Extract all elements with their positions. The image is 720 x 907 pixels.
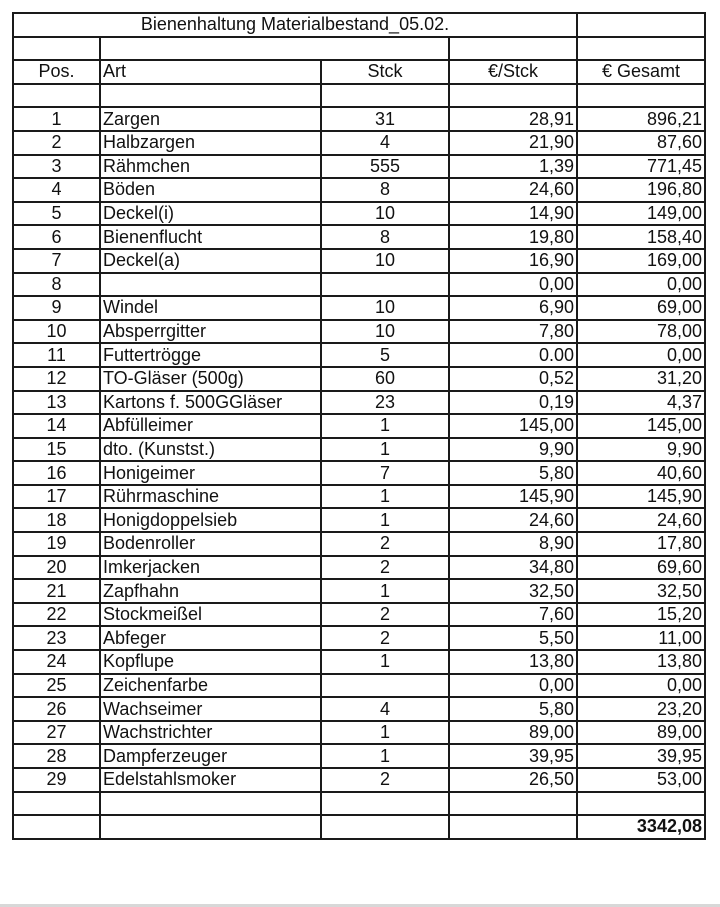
cell-price[interactable]: 0.00 bbox=[449, 343, 577, 367]
cell-stck[interactable]: 1 bbox=[321, 579, 449, 603]
cell-art[interactable]: Deckel(a) bbox=[100, 249, 321, 273]
cell-total[interactable]: 13,80 bbox=[577, 650, 705, 674]
cell-stck[interactable]: 4 bbox=[321, 697, 449, 721]
cell-total[interactable]: 69,00 bbox=[577, 296, 705, 320]
cell-pos[interactable]: 1 bbox=[13, 107, 100, 131]
cell-price[interactable]: 21,90 bbox=[449, 131, 577, 155]
sheet-title[interactable]: Bienenhaltung Materialbestand_05.02. bbox=[13, 13, 577, 37]
cell-art[interactable]: Edelstahlsmoker bbox=[100, 768, 321, 792]
cell-pos[interactable]: 11 bbox=[13, 343, 100, 367]
empty-cell[interactable] bbox=[13, 37, 100, 61]
cell-art[interactable]: Deckel(i) bbox=[100, 202, 321, 226]
empty-cell[interactable] bbox=[321, 792, 449, 816]
empty-cell[interactable] bbox=[449, 37, 577, 61]
cell-total[interactable]: 87,60 bbox=[577, 131, 705, 155]
empty-cell[interactable] bbox=[577, 792, 705, 816]
cell-art[interactable]: Dampferzeuger bbox=[100, 744, 321, 768]
cell-price[interactable]: 145,90 bbox=[449, 485, 577, 509]
cell-pos[interactable]: 12 bbox=[13, 367, 100, 391]
cell-total[interactable]: 31,20 bbox=[577, 367, 705, 391]
cell-price[interactable]: 19,80 bbox=[449, 225, 577, 249]
cell-total[interactable]: 11,00 bbox=[577, 626, 705, 650]
cell-total[interactable]: 78,00 bbox=[577, 320, 705, 344]
cell-art[interactable]: Bienenflucht bbox=[100, 225, 321, 249]
cell-art[interactable]: Honigeimer bbox=[100, 461, 321, 485]
cell-stck[interactable]: 31 bbox=[321, 107, 449, 131]
cell-pos[interactable]: 16 bbox=[13, 461, 100, 485]
cell-art[interactable]: Kopflupe bbox=[100, 650, 321, 674]
cell-art[interactable]: TO-Gläser (500g) bbox=[100, 367, 321, 391]
cell-pos[interactable]: 3 bbox=[13, 155, 100, 179]
table-row bbox=[13, 391, 705, 415]
cell-pos[interactable]: 5 bbox=[13, 202, 100, 226]
header-stck[interactable]: Stck bbox=[321, 60, 449, 84]
cell-pos[interactable]: 13 bbox=[13, 391, 100, 415]
cell-price[interactable]: 1,39 bbox=[449, 155, 577, 179]
cell-stck[interactable]: 7 bbox=[321, 461, 449, 485]
cell-pos[interactable]: 6 bbox=[13, 225, 100, 249]
table-row bbox=[13, 320, 705, 344]
cell-art[interactable]: Böden bbox=[100, 178, 321, 202]
cell-price[interactable]: 5,50 bbox=[449, 626, 577, 650]
table-row bbox=[13, 367, 705, 391]
title-empty-cell[interactable] bbox=[577, 13, 705, 37]
cell-art[interactable]: Bodenroller bbox=[100, 532, 321, 556]
grand-total[interactable]: 3342,08 bbox=[577, 815, 705, 839]
cell-stck[interactable]: 8 bbox=[321, 225, 449, 249]
cell-price[interactable]: 89,00 bbox=[449, 721, 577, 745]
cell-price[interactable]: 32,50 bbox=[449, 579, 577, 603]
cell-total[interactable]: 24,60 bbox=[577, 508, 705, 532]
cell-art[interactable]: Honigdoppelsieb bbox=[100, 508, 321, 532]
cell-pos[interactable]: 7 bbox=[13, 249, 100, 273]
cell-total[interactable]: 53,00 bbox=[577, 768, 705, 792]
empty-cell[interactable] bbox=[449, 792, 577, 816]
cell-stck[interactable]: 60 bbox=[321, 367, 449, 391]
table-row bbox=[13, 674, 705, 698]
cell-total[interactable]: 69,60 bbox=[577, 556, 705, 580]
cell-stck[interactable]: 10 bbox=[321, 320, 449, 344]
empty-cell[interactable] bbox=[449, 815, 577, 839]
header-row bbox=[13, 60, 705, 84]
cell-stck[interactable]: 1 bbox=[321, 650, 449, 674]
cell-stck[interactable]: 10 bbox=[321, 202, 449, 226]
cell-total[interactable]: 32,50 bbox=[577, 579, 705, 603]
spacer-row bbox=[13, 792, 705, 816]
cell-pos[interactable]: 29 bbox=[13, 768, 100, 792]
cell-stck[interactable]: 1 bbox=[321, 414, 449, 438]
cell-price[interactable]: 16,90 bbox=[449, 249, 577, 273]
cell-price[interactable]: 26,50 bbox=[449, 768, 577, 792]
cell-price[interactable]: 5,80 bbox=[449, 461, 577, 485]
cell-stck[interactable]: 2 bbox=[321, 768, 449, 792]
cell-stck[interactable]: 10 bbox=[321, 296, 449, 320]
cell-price[interactable]: 0,00 bbox=[449, 273, 577, 297]
cell-total[interactable]: 39,95 bbox=[577, 744, 705, 768]
cell-total[interactable]: 145,90 bbox=[577, 485, 705, 509]
cell-price[interactable]: 24,60 bbox=[449, 178, 577, 202]
table-row bbox=[13, 155, 705, 179]
cell-price[interactable]: 34,80 bbox=[449, 556, 577, 580]
cell-total[interactable]: 771,45 bbox=[577, 155, 705, 179]
header-pos[interactable]: Pos. bbox=[13, 60, 100, 84]
empty-cell[interactable] bbox=[13, 84, 100, 108]
table-row bbox=[13, 579, 705, 603]
table-row bbox=[13, 485, 705, 509]
cell-pos[interactable]: 15 bbox=[13, 438, 100, 462]
cell-pos[interactable]: 8 bbox=[13, 273, 100, 297]
inventory-sheet bbox=[12, 12, 706, 840]
table-row bbox=[13, 650, 705, 674]
cell-price[interactable]: 28,91 bbox=[449, 107, 577, 131]
cell-price[interactable]: 13,80 bbox=[449, 650, 577, 674]
cell-total[interactable]: 15,20 bbox=[577, 603, 705, 627]
cell-art[interactable]: Zapfhahn bbox=[100, 579, 321, 603]
cell-stck[interactable]: 1 bbox=[321, 485, 449, 509]
cell-stck[interactable] bbox=[321, 273, 449, 297]
cell-total[interactable]: 158,40 bbox=[577, 225, 705, 249]
table-row bbox=[13, 532, 705, 556]
cell-art[interactable]: Wachseimer bbox=[100, 697, 321, 721]
cell-pos[interactable]: 21 bbox=[13, 579, 100, 603]
cell-pos[interactable]: 10 bbox=[13, 320, 100, 344]
cell-price[interactable]: 7,80 bbox=[449, 320, 577, 344]
empty-cell[interactable] bbox=[100, 37, 449, 61]
cell-price[interactable]: 5,80 bbox=[449, 697, 577, 721]
spacer-row bbox=[13, 37, 705, 61]
empty-cell[interactable] bbox=[13, 792, 100, 816]
table-row bbox=[13, 296, 705, 320]
cell-art[interactable]: Wachstrichter bbox=[100, 721, 321, 745]
cell-pos[interactable]: 24 bbox=[13, 650, 100, 674]
cell-price[interactable]: 0,52 bbox=[449, 367, 577, 391]
cell-total[interactable]: 89,00 bbox=[577, 721, 705, 745]
cell-pos[interactable]: 19 bbox=[13, 532, 100, 556]
cell-art[interactable]: Kartons f. 500GGläser bbox=[100, 391, 321, 415]
table-row bbox=[13, 343, 705, 367]
cell-total[interactable]: 149,00 bbox=[577, 202, 705, 226]
cell-pos[interactable]: 18 bbox=[13, 508, 100, 532]
table-row bbox=[13, 556, 705, 580]
table-row bbox=[13, 626, 705, 650]
cell-art[interactable]: Abfülleimer bbox=[100, 414, 321, 438]
cell-price[interactable]: 39,95 bbox=[449, 744, 577, 768]
cell-price[interactable]: 8,90 bbox=[449, 532, 577, 556]
cell-art[interactable]: Rähmchen bbox=[100, 155, 321, 179]
cell-price[interactable]: 145,00 bbox=[449, 414, 577, 438]
cell-stck[interactable]: 1 bbox=[321, 438, 449, 462]
cell-stck[interactable]: 4 bbox=[321, 131, 449, 155]
cell-price[interactable]: 7,60 bbox=[449, 603, 577, 627]
cell-art[interactable]: Zargen bbox=[100, 107, 321, 131]
empty-cell[interactable] bbox=[100, 792, 321, 816]
table-row bbox=[13, 202, 705, 226]
cell-price[interactable]: 0,00 bbox=[449, 674, 577, 698]
cell-stck[interactable]: 1 bbox=[321, 721, 449, 745]
header-total[interactable]: € Gesamt bbox=[577, 60, 705, 84]
cell-pos[interactable]: 20 bbox=[13, 556, 100, 580]
cell-pos[interactable]: 26 bbox=[13, 697, 100, 721]
cell-pos[interactable]: 22 bbox=[13, 603, 100, 627]
cell-art[interactable]: Rührmaschine bbox=[100, 485, 321, 509]
table-row bbox=[13, 107, 705, 131]
cell-total[interactable]: 40,60 bbox=[577, 461, 705, 485]
cell-pos[interactable]: 2 bbox=[13, 131, 100, 155]
cell-price[interactable]: 24,60 bbox=[449, 508, 577, 532]
table-row bbox=[13, 768, 705, 792]
empty-cell[interactable] bbox=[577, 84, 705, 108]
cell-art[interactable]: Abfeger bbox=[100, 626, 321, 650]
empty-cell[interactable] bbox=[321, 815, 449, 839]
cell-stck[interactable]: 2 bbox=[321, 603, 449, 627]
cell-price[interactable]: 14,90 bbox=[449, 202, 577, 226]
table-row bbox=[13, 461, 705, 485]
cell-pos[interactable]: 9 bbox=[13, 296, 100, 320]
cell-total[interactable]: 145,00 bbox=[577, 414, 705, 438]
empty-cell[interactable] bbox=[100, 84, 321, 108]
cell-stck[interactable]: 1 bbox=[321, 508, 449, 532]
table-row bbox=[13, 178, 705, 202]
cell-total[interactable]: 17,80 bbox=[577, 532, 705, 556]
cell-total[interactable]: 196,80 bbox=[577, 178, 705, 202]
cell-total[interactable]: 4,37 bbox=[577, 391, 705, 415]
cell-stck[interactable]: 2 bbox=[321, 532, 449, 556]
header-price[interactable]: €/Stck bbox=[449, 60, 577, 84]
table-row bbox=[13, 603, 705, 627]
table-row bbox=[13, 744, 705, 768]
cell-stck[interactable]: 8 bbox=[321, 178, 449, 202]
cell-price[interactable]: 0,19 bbox=[449, 391, 577, 415]
cell-art[interactable]: Halbzargen bbox=[100, 131, 321, 155]
table-row bbox=[13, 273, 705, 297]
table-row bbox=[13, 438, 705, 462]
cell-art[interactable]: Zeichenfarbe bbox=[100, 674, 321, 698]
table-row bbox=[13, 249, 705, 273]
cell-pos[interactable]: 25 bbox=[13, 674, 100, 698]
cell-total[interactable]: 0,00 bbox=[577, 343, 705, 367]
cell-stck[interactable]: 555 bbox=[321, 155, 449, 179]
cell-pos[interactable]: 23 bbox=[13, 626, 100, 650]
cell-stck[interactable]: 2 bbox=[321, 626, 449, 650]
cell-stck[interactable]: 23 bbox=[321, 391, 449, 415]
cell-price[interactable]: 9,90 bbox=[449, 438, 577, 462]
cell-pos[interactable]: 14 bbox=[13, 414, 100, 438]
cell-art[interactable]: Windel bbox=[100, 296, 321, 320]
cell-art[interactable]: Imkerjacken bbox=[100, 556, 321, 580]
header-art[interactable]: Art bbox=[100, 60, 321, 84]
cell-stck[interactable]: 2 bbox=[321, 556, 449, 580]
cell-pos[interactable]: 27 bbox=[13, 721, 100, 745]
cell-pos[interactable]: 17 bbox=[13, 485, 100, 509]
cell-price[interactable]: 6,90 bbox=[449, 296, 577, 320]
cell-pos[interactable]: 4 bbox=[13, 178, 100, 202]
table-row bbox=[13, 508, 705, 532]
cell-total[interactable]: 9,90 bbox=[577, 438, 705, 462]
cell-stck[interactable] bbox=[321, 674, 449, 698]
cell-art[interactable]: dto. (Kunstst.) bbox=[100, 438, 321, 462]
total-row bbox=[13, 815, 705, 839]
empty-cell[interactable] bbox=[449, 84, 577, 108]
cell-total[interactable]: 0,00 bbox=[577, 273, 705, 297]
table-row bbox=[13, 721, 705, 745]
cell-art[interactable]: Stockmeißel bbox=[100, 603, 321, 627]
cell-art[interactable] bbox=[100, 273, 321, 297]
cell-pos[interactable]: 28 bbox=[13, 744, 100, 768]
spacer-row bbox=[13, 84, 705, 108]
table-row bbox=[13, 131, 705, 155]
cell-art[interactable]: Futtertrögge bbox=[100, 343, 321, 367]
empty-cell[interactable] bbox=[13, 815, 100, 839]
table-row bbox=[13, 225, 705, 249]
cell-total[interactable]: 896,21 bbox=[577, 107, 705, 131]
empty-cell[interactable] bbox=[577, 37, 705, 61]
table-row bbox=[13, 414, 705, 438]
cell-stck[interactable]: 5 bbox=[321, 343, 449, 367]
cell-stck[interactable]: 10 bbox=[321, 249, 449, 273]
cell-total[interactable]: 169,00 bbox=[577, 249, 705, 273]
empty-cell[interactable] bbox=[321, 84, 449, 108]
title-row bbox=[13, 13, 705, 37]
cell-total[interactable]: 0,00 bbox=[577, 674, 705, 698]
cell-art[interactable]: Absperrgitter bbox=[100, 320, 321, 344]
cell-stck[interactable]: 1 bbox=[321, 744, 449, 768]
table-row bbox=[13, 697, 705, 721]
cell-total[interactable]: 23,20 bbox=[577, 697, 705, 721]
empty-cell[interactable] bbox=[100, 815, 321, 839]
